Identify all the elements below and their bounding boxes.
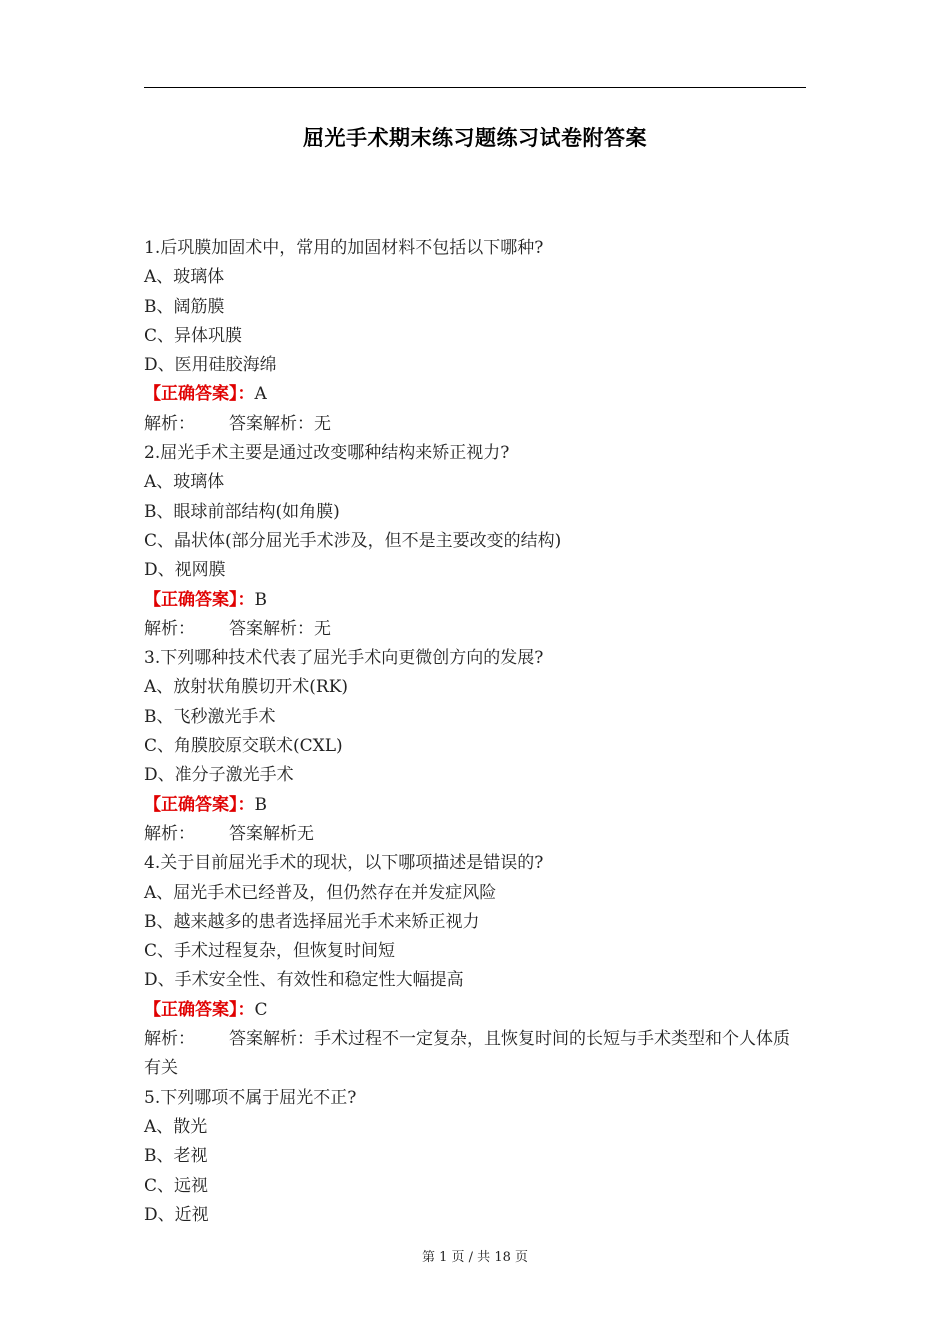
analysis-label: 解析：: [144, 1029, 195, 1050]
option: C、远视: [144, 1175, 209, 1196]
analysis-text: 答案解析：无: [229, 618, 331, 639]
option: B、老视: [144, 1146, 208, 1167]
option: B、飞秒激光手术: [144, 706, 276, 727]
option: D、近视: [144, 1204, 209, 1225]
answer-value: C: [254, 999, 268, 1020]
answer-line: [144, 791, 806, 820]
analysis-line: [144, 1025, 806, 1084]
question-stem: 4.关于目前屈光手术的现状，以下哪项描述是错误的?: [144, 853, 544, 874]
question-stem: 2.屈光手术主要是通过改变哪种结构来矫正视力?: [144, 443, 510, 464]
analysis-label: 解析：: [144, 823, 195, 844]
option: A、散光: [144, 1116, 208, 1137]
answer-value: B: [254, 794, 267, 815]
answer-value: B: [254, 589, 267, 610]
question-stem: 5.下列哪项不属于屈光不正?: [144, 1087, 357, 1108]
page-title: 屈光手术期末练习题练习试卷附答案: [303, 126, 647, 150]
option: D、手术安全性、有效性和稳定性大幅提高: [144, 970, 464, 991]
analysis-label: 解析：: [144, 618, 195, 639]
option: C、晶状体(部分屈光手术涉及，但不是主要改变的结构): [144, 530, 562, 551]
answer-line: [144, 586, 806, 615]
option: B、阔筋膜: [144, 296, 225, 317]
answer-value: A: [254, 384, 267, 405]
option: B、眼球前部结构(如角膜): [144, 501, 340, 522]
option: D、医用硅胶海绵: [144, 355, 277, 376]
question-stem: 1.后巩膜加固术中，常用的加固材料不包括以下哪种?: [144, 238, 544, 258]
question-list: [144, 234, 806, 1230]
option: B、越来越多的患者选择屈光手术来矫正视力: [144, 911, 480, 932]
page-footer: 第 1 页 / 共 18 页: [422, 1250, 528, 1265]
option: C、异体巩膜: [144, 325, 243, 346]
answer-label: 【正确答案】：: [144, 999, 255, 1020]
analysis-text: 答案解析无: [229, 823, 314, 844]
answer-line: [144, 380, 806, 409]
analysis-line: [144, 615, 806, 644]
option: A、放射状角膜切开术(RK): [144, 677, 349, 698]
option: C、手术过程复杂，但恢复时间短: [144, 941, 396, 962]
answer-label: 【正确答案】：: [144, 384, 255, 405]
analysis-label: 解析：: [144, 413, 195, 434]
answer-label: 【正确答案】：: [144, 794, 255, 815]
option: A、玻璃体: [144, 472, 225, 493]
option: D、视网膜: [144, 560, 226, 581]
analysis-line: [144, 820, 806, 849]
question-stem: 3.下列哪种技术代表了屈光手术向更微创方向的发展?: [144, 648, 544, 669]
option: A、屈光手术已经普及，但仍然存在并发症风险: [144, 882, 497, 903]
option: C、角膜胶原交联术(CXL): [144, 736, 343, 757]
answer-line: [144, 996, 806, 1025]
answer-label: 【正确答案】：: [144, 589, 255, 610]
header-rule: [144, 87, 806, 88]
analysis-line: [144, 410, 806, 439]
option: D、准分子激光手术: [144, 765, 294, 786]
option: A、玻璃体: [144, 267, 225, 288]
analysis-text: 答案解析：手术过程不一定复杂，且恢复时间的长短与手术类型和个人体质有关: [144, 1029, 790, 1079]
analysis-text: 答案解析：无: [229, 413, 331, 434]
